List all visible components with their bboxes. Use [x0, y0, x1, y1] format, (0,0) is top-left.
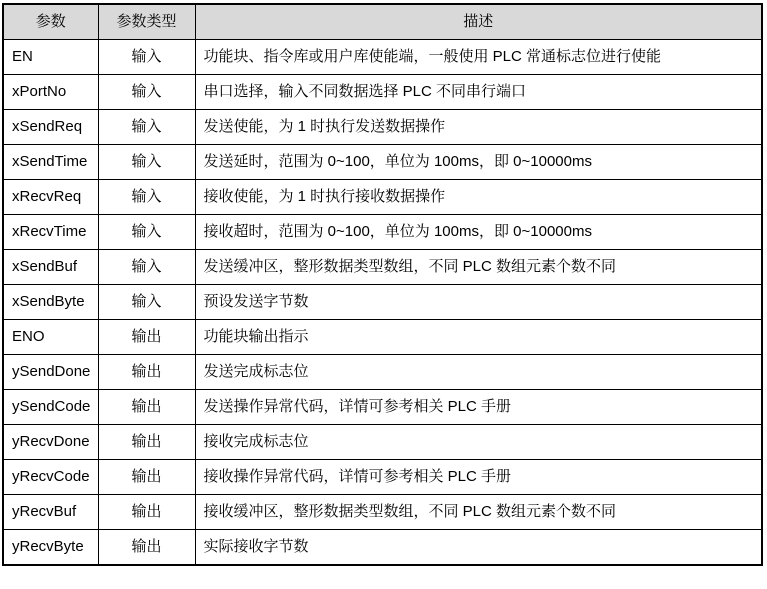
param-name-cell: xRecvReq [3, 180, 98, 215]
param-name-cell: yRecvBuf [3, 495, 98, 530]
param-name-cell: ySendCode [3, 390, 98, 425]
param-desc-cell: 接收完成标志位 [195, 425, 762, 460]
param-name-cell: ENO [3, 320, 98, 355]
table-body [3, 40, 762, 566]
table-row [3, 40, 762, 75]
table-header-row [3, 4, 762, 40]
param-type-cell: 输入 [98, 75, 195, 110]
param-name-cell: xSendReq [3, 110, 98, 145]
table-row [3, 460, 762, 495]
param-type-cell: 输入 [98, 40, 195, 75]
table-row [3, 250, 762, 285]
param-desc-cell: 接收超时，范围为 0~100，单位为 100ms，即 0~10000ms [195, 215, 762, 250]
column-header-type: 参数类型 [98, 4, 195, 40]
param-desc-cell: 功能块输出指示 [195, 320, 762, 355]
table-row [3, 355, 762, 390]
param-desc-cell: 接收操作异常代码，详情可参考相关 PLC 手册 [195, 460, 762, 495]
param-desc-cell: 串口选择，输入不同数据选择 PLC 不同串行端口 [195, 75, 762, 110]
param-desc-cell: 接收缓冲区，整形数据类型数组，不同 PLC 数组元素个数不同 [195, 495, 762, 530]
table-row [3, 215, 762, 250]
param-name-cell: xSendTime [3, 145, 98, 180]
param-type-cell: 输出 [98, 495, 195, 530]
param-name-cell: ySendDone [3, 355, 98, 390]
table-row [3, 110, 762, 145]
param-type-cell: 输出 [98, 320, 195, 355]
param-desc-cell: 功能块、指令库或用户库使能端，一般使用 PLC 常通标志位进行使能 [195, 40, 762, 75]
table-row [3, 75, 762, 110]
param-type-cell: 输入 [98, 145, 195, 180]
param-type-cell: 输出 [98, 425, 195, 460]
param-name-cell: xSendBuf [3, 250, 98, 285]
param-type-cell: 输出 [98, 355, 195, 390]
param-type-cell: 输入 [98, 285, 195, 320]
param-name-cell: xSendByte [3, 285, 98, 320]
param-desc-cell: 发送延时，范围为 0~100，单位为 100ms，即 0~10000ms [195, 145, 762, 180]
param-type-cell: 输出 [98, 460, 195, 495]
table-row [3, 425, 762, 460]
param-desc-cell: 发送缓冲区，整形数据类型数组，不同 PLC 数组元素个数不同 [195, 250, 762, 285]
param-desc-cell: 发送使能，为 1 时执行发送数据操作 [195, 110, 762, 145]
param-name-cell: yRecvByte [3, 530, 98, 566]
table-row [3, 495, 762, 530]
table-row [3, 320, 762, 355]
param-desc-cell: 实际接收字节数 [195, 530, 762, 566]
param-name-cell: yRecvCode [3, 460, 98, 495]
table-row [3, 530, 762, 566]
param-desc-cell: 发送操作异常代码，详情可参考相关 PLC 手册 [195, 390, 762, 425]
column-header-desc: 描述 [195, 4, 762, 40]
param-name-cell: EN [3, 40, 98, 75]
table-row [3, 180, 762, 215]
param-type-cell: 输入 [98, 215, 195, 250]
param-type-cell: 输入 [98, 250, 195, 285]
param-type-cell: 输入 [98, 180, 195, 215]
param-name-cell: xPortNo [3, 75, 98, 110]
table-row [3, 390, 762, 425]
param-type-cell: 输出 [98, 530, 195, 566]
column-header-param: 参数 [3, 4, 98, 40]
parameter-table [2, 3, 763, 566]
param-desc-cell: 发送完成标志位 [195, 355, 762, 390]
param-type-cell: 输入 [98, 110, 195, 145]
table-row [3, 145, 762, 180]
param-type-cell: 输出 [98, 390, 195, 425]
param-name-cell: yRecvDone [3, 425, 98, 460]
table-row [3, 285, 762, 320]
param-desc-cell: 预设发送字节数 [195, 285, 762, 320]
param-name-cell: xRecvTime [3, 215, 98, 250]
param-desc-cell: 接收使能，为 1 时执行接收数据操作 [195, 180, 762, 215]
